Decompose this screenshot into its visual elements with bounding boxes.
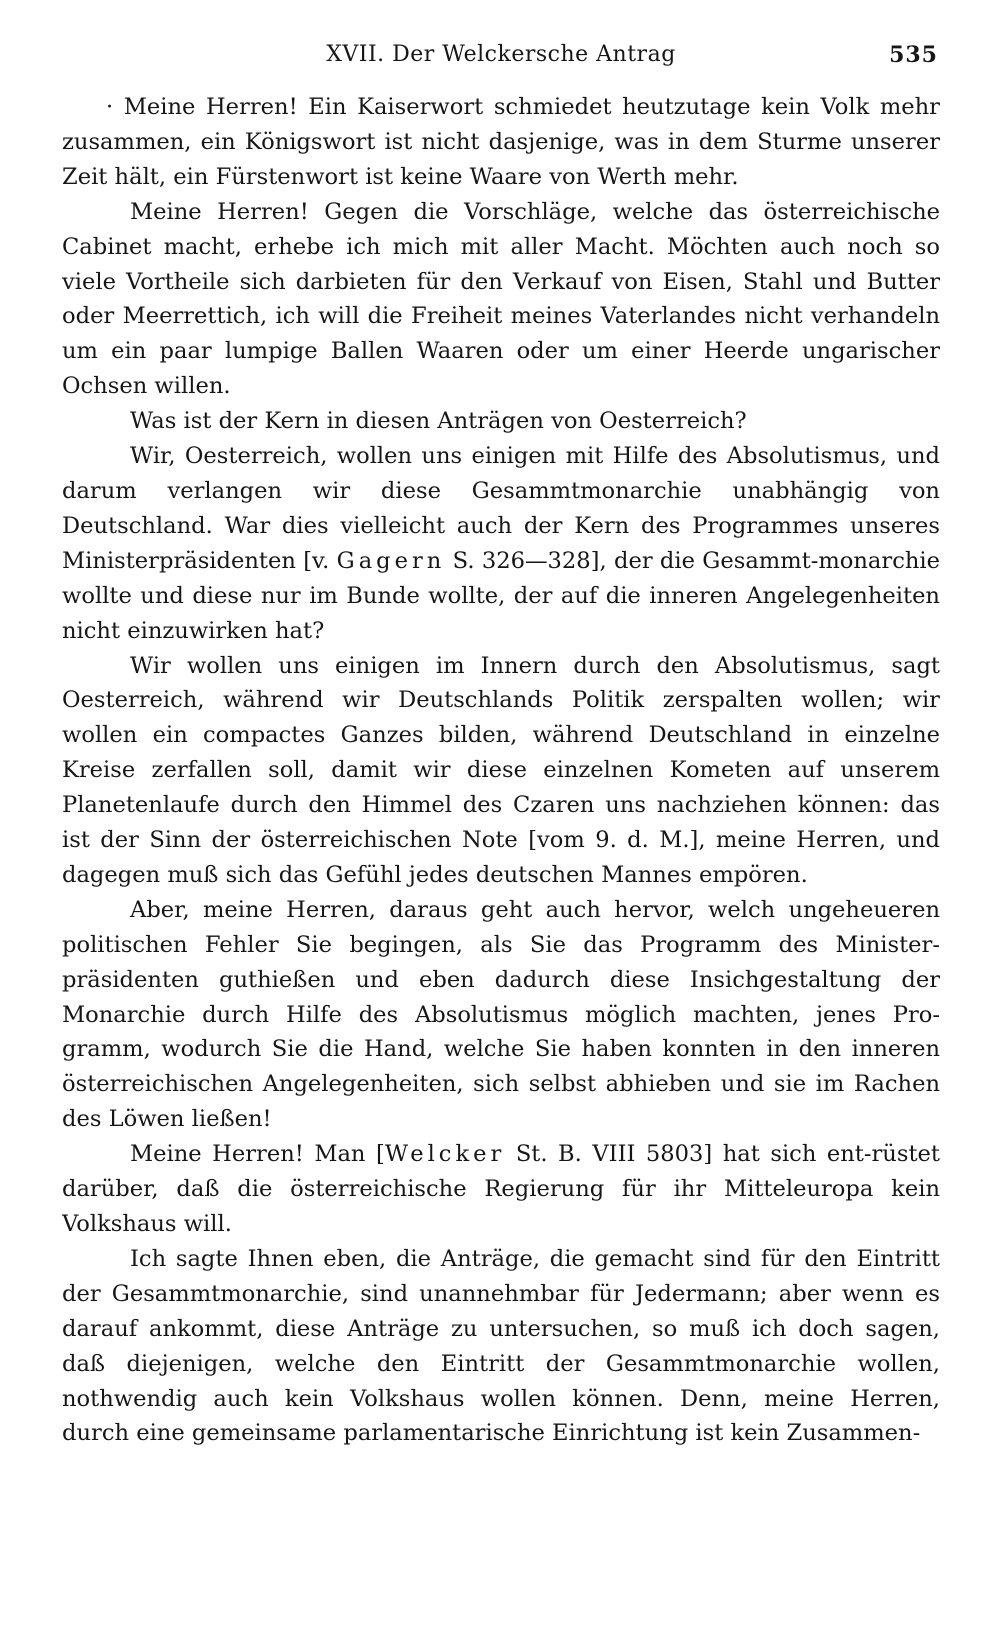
chapter-title: XVII. Der Welckersche Antrag (326, 42, 676, 67)
paragraph (62, 195, 940, 404)
paragraph-text: Ich sagte Ihnen eben, die Anträge, die gemacht sind für den Eintritt der Gesammtmonarchie, sind unannehmbar für Jedermann; aber wenn es darauf ankommt, diese Anträge zu untersuchen, so muß ich doch sagen, daß diejenigen, welche den Eintritt der Gesammtmonarchie wollen, nothwendig auch kein Volkshaus wollen können. Denn, meine Herren, durch eine gemeinsame parlamentarische Einrichtung ist kein Zusammen- (62, 1245, 940, 1447)
paragraph-text-continued: St. B. VIII 5803] hat sich ent-rüstet darüber, daß die österreichische Regierung für ihr Mitteleuropa kein Volkshaus will. (62, 1141, 940, 1237)
paragraph-text: Meine Herren! Gegen die Vorschläge, welche das österreichische Cabinet macht, erhebe ich mich mit aller Macht. Möchten auch noch so viele Vortheile sich darbieten für den Verkauf von Eisen, Stahl und Butter oder Meerrettich, ich will die Freiheit meines Vaterlandes nicht verhandeln um ein paar lumpige Ballen Waaren oder um einer Heerde ungarischer Ochsen willen. (62, 198, 940, 400)
running-head (62, 40, 940, 84)
paragraph (62, 1137, 940, 1242)
paragraph-text: Aber, meine Herren, daraus geht auch hervor, welch ungeheueren politischen Fehler Sie begingen, als Sie das Programm des Minister-präsidenten guthießen und eben dadurch diese Insichgestaltung der Monarchie durch Hilfe des Absolutismus möglich machten, jenes Pro-gramm, wodurch Sie die Hand, welche Sie haben konnten in den inneren österreichischen Angelegenheiten, sich selbst abhieben und sie im Rachen des Löwen ließen! (62, 896, 940, 1133)
paragraph-text: Was ist der Kern in diesen Anträgen von Oesterreich? (130, 408, 747, 435)
book-page (62, 40, 940, 1620)
paragraph (62, 404, 940, 439)
paragraph-text: Meine Herren! Man [ (130, 1141, 385, 1168)
paragraph-text-continued: S. 326—328], der die Gesammt-monarchie wollte und diese nur im Bunde wollte, der auf die inneren Angelegenheiten nicht einzuwirken hat? (62, 547, 940, 644)
paragraph-text: · Meine Herren! Ein Kaiserwort schmiedet heutzutage kein Volk mehr zusammen, ein Königswort ist nicht dasjenige, was in dem Sturme unserer Zeit hält, ein Fürstenwort ist keine Waare von Werth mehr. (62, 94, 940, 190)
paragraph (62, 649, 940, 893)
spaced-name: Welcker (384, 1141, 506, 1168)
paragraph (62, 893, 940, 1137)
paragraph (62, 1242, 940, 1451)
spaced-name: Gagern (336, 547, 446, 574)
page-number: 535 (889, 42, 938, 68)
paragraph (62, 90, 940, 195)
paragraph-text: Wir wollen uns einigen im Innern durch den Absolutismus, sagt Oesterreich, während wir Deutschlands Politik zerspalten wollen; wir wollen ein compactes Ganzes bilden, während Deutschland in einzelne Kreise zerfallen soll, damit wir diese einzelnen Kometen auf unserem Planetenlaufe durch den Himmel des Czaren uns nachziehen können: das ist der Sinn der österreichischen Note [vom 9. d. M.], meine Herren, und dagegen muß sich das Gefühl jedes deutschen Mannes empören. (62, 652, 940, 888)
body-text (62, 90, 940, 1451)
paragraph-text: Wir, Oesterreich, wollen uns einigen mit Hilfe des Absolutismus, und darum verlangen wir diese Gesammtmonarchie unabhängig von Deutschland. War dies vielleicht auch der Kern des Programmes unseres Ministerpräsidenten [v. (62, 443, 940, 574)
paragraph (62, 439, 940, 648)
